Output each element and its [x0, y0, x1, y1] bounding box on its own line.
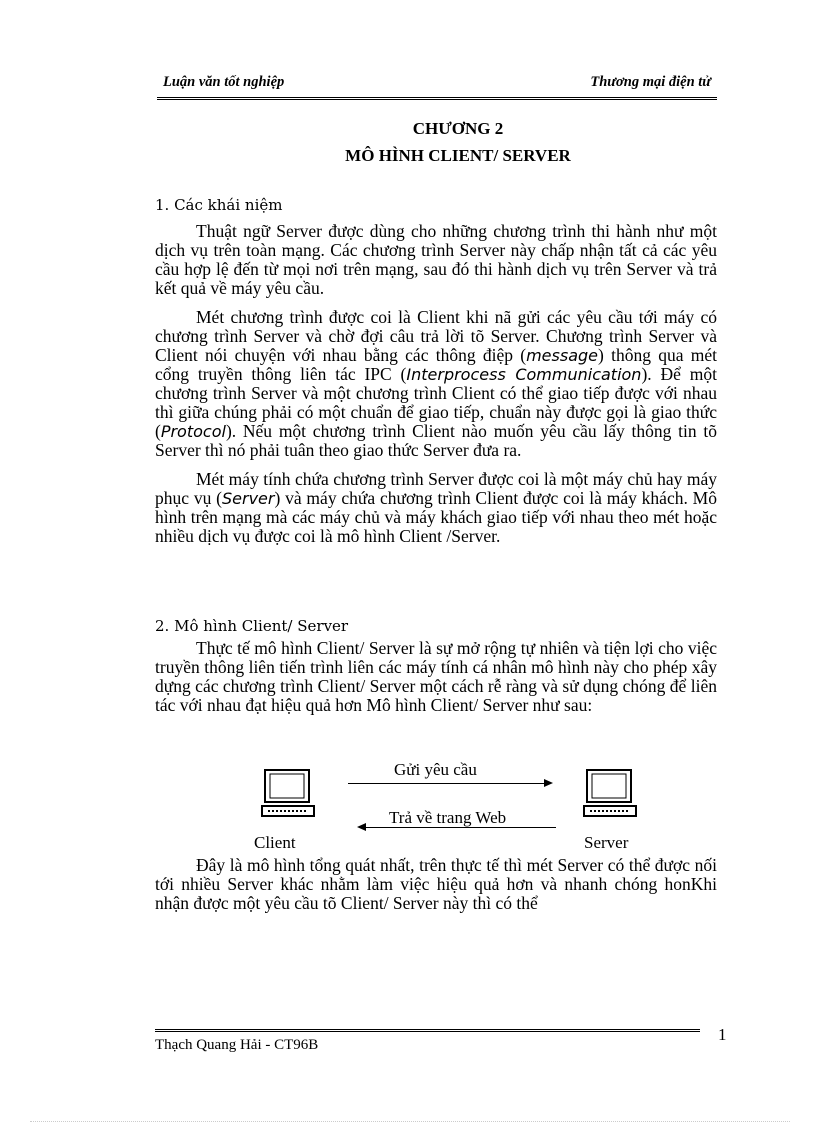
paragraph: Đây là mô hình tổng quát nhất, trên thực tế thì mét Server có thể được nối tới nhiều Server khác nhằm làm việc hiệu quả hơn và nhanh chóng honKhi nhận được một yêu cầu tõ Client/ Server này thì có thể — [155, 855, 717, 913]
chapter-number: CHƯƠNG 2 — [412, 119, 504, 138]
section-1-heading: 1. Các khái niệm — [155, 196, 283, 214]
computer-icon — [582, 768, 638, 820]
computer-icon — [260, 768, 316, 820]
header-rule — [157, 97, 717, 100]
page-number: 1 — [718, 1025, 727, 1044]
chapter-title: MÔ HÌNH CLIENT/ SERVER — [345, 146, 571, 165]
client-server-diagram — [250, 760, 650, 860]
response-label: Trả về trang Web — [389, 808, 507, 827]
page-header — [157, 72, 717, 96]
page-edge — [30, 1121, 790, 1122]
header-left: Luận văn tốt nghiệp — [163, 74, 285, 90]
response-arrow-line — [366, 827, 556, 828]
footer-author: Thạch Quang Hải - CT96B — [155, 1037, 319, 1053]
footer-rule — [155, 1029, 700, 1032]
section-2-body-continued — [155, 856, 717, 913]
request-label: Gửi yêu cầu — [394, 760, 477, 779]
paragraph: Thực tế mô hình Client/ Server là sự mở rộng tự nhiên và tiện lợi cho việc truyền thông liên tiến trình liên các máy tính cá nhân mô hình này cho phép xây dựng các chương trình Client/ Server một cách rễ ràng và sử dụng chóng để liên tác với nhau đạt hiệu quả hơn Mô hình Client/ Server như sau: — [155, 638, 717, 715]
section-2-body — [155, 639, 717, 715]
header-right: Thương mại điện tử — [590, 74, 711, 90]
paragraph: Mét máy tính chứa chương trình Server được coi là một máy chủ hay máy phục vụ (Server) và máy chứa chương trình Client được coi là máy khách. Mô hình trên mạng mà các máy chủ và máy khách giao tiếp với nhau theo mét hoặc nhiều dịch vụ được coi là mô hình Client /Server. — [155, 469, 717, 546]
section-1-body — [155, 222, 717, 546]
paragraph: Mét chương trình được coi là Client khi nã gửi các yêu cầu tới máy có chương trình Server và chờ đợi câu trả lời tõ Server. Chương trình Server và Client nói chuyện với nhau bằng các thông điệp (message) thông qua mét cổng truyền thông liên tác IPC (Interprocess Communication). Để một chương trình Server và một chương trình Client có thể giao tiếp được với nhau thì giữa chúng phải có một chuẩn để giao tiếp, chuẩn này được gọi là giao thức (Protocol). Nếu một chương trình Client nào muốn yêu cầu lấy thông tin tõ Server thì nó phải tuân theo giao thức Server đưa ra. — [155, 307, 717, 460]
paragraph: Thuật ngữ Server được dùng cho những chương trình thi hành như một dịch vụ trên toàn mạng. Các chương trình Server này chấp nhận tất cả các yêu cầu hợp lệ đến từ mọi nơi trên mạng, sau đó thi hành dịch vụ trên Server và trả kết quả về máy yêu cầu. — [155, 221, 717, 298]
arrow-right-icon — [544, 779, 553, 787]
client-label: Client — [254, 833, 296, 852]
server-label: Server — [584, 833, 629, 852]
arrow-left-icon — [357, 823, 366, 831]
request-arrow-line — [348, 783, 544, 784]
section-2-heading: 2. Mô hình Client/ Server — [155, 617, 349, 635]
